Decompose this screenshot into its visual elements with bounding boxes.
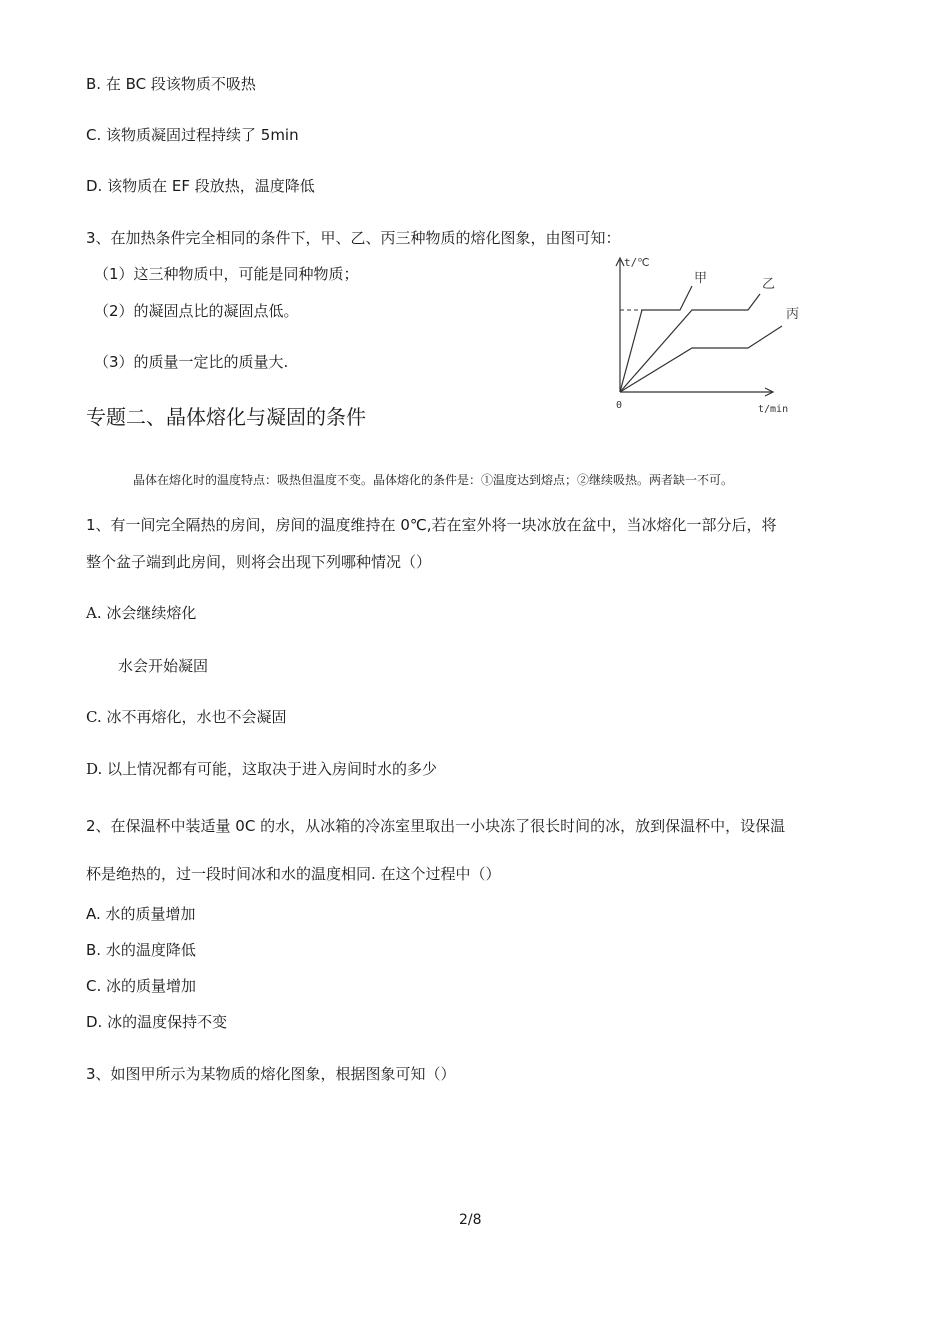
- s2-question-1-stem-line-2: 整个盆子端到此房间，则将会出现下列哪种情况（）: [86, 553, 432, 571]
- curve-jia: [620, 286, 692, 392]
- s2-question-2-stem-line-1: 2、在保温杯中装适量 0C 的水，从冰箱的冷冻室里取出一小块冻了很长时间的冰，放到保温杯中，设保温: [86, 817, 786, 835]
- question-3-stem: 3、在加热条件完全相同的条件下，甲、乙、丙三种物质的熔化图象，由图可知：: [86, 229, 621, 247]
- s2-question-2-option-b: B. 水的温度降低: [86, 941, 196, 959]
- s2-question-2-option-a: A. 水的质量增加: [86, 905, 196, 923]
- section-2-note: 晶体在熔化时的温度特点：吸热但温度不变。晶体熔化的条件是：①温度达到熔点；②继续吸热。两者缺一不可。: [133, 473, 734, 487]
- s2-question-1-stem-line-1: 1、有一间完全隔热的房间，房间的温度维持在 0℃,若在室外将一块冰放在盆中，当冰熔化一部分后，将: [86, 516, 777, 534]
- graph-y-label: t/℃: [624, 256, 650, 269]
- graph-x-label: t/min: [758, 404, 789, 415]
- s2-question-2-stem-line-2: 杯是绝热的，过一段时间冰和水的温度相同. 在这个过程中（）: [86, 865, 501, 883]
- page-number: 2/8: [459, 1212, 482, 1228]
- question-3-sub-1: （1）这三种物质中，可能是同种物质；: [94, 265, 359, 283]
- question-prev-option-c: C. 该物质凝固过程持续了 5min: [86, 126, 299, 144]
- question-prev-option-d: D. 该物质在 EF 段放热，温度降低: [86, 177, 315, 195]
- s2-question-2-option-c: C. 冰的质量增加: [86, 977, 197, 995]
- s2-question-1-option-b: 水会开始凝固: [118, 657, 209, 675]
- s2-question-1-option-d: D. 以上情况都有可能，这取决于进入房间时水的多少: [86, 760, 438, 778]
- curve-label-bing: 丙: [786, 307, 800, 322]
- question-3-sub-2: （2）的凝固点比的凝固点低。: [94, 302, 299, 320]
- question-prev-option-b: B. 在 BC 段该物质不吸热: [86, 75, 256, 93]
- question-3-sub-3: （3）的质量一定比的质量大.: [94, 353, 289, 371]
- section-2-title: 专题二、晶体熔化与凝固的条件: [86, 405, 366, 429]
- curve-label-yi: 乙: [762, 277, 776, 292]
- curve-label-jia: 甲: [694, 271, 708, 286]
- curve-bing: [620, 326, 782, 392]
- s2-question-1-option-c: C. 冰不再熔化，水也不会凝固: [86, 708, 287, 726]
- s2-question-2-option-d: D. 冰的温度保持不变: [86, 1013, 228, 1031]
- graph-origin-label: 0: [616, 400, 623, 411]
- curve-yi: [620, 294, 760, 392]
- s2-question-3-stem: 3、如图甲所示为某物质的熔化图象，根据图象可知（）: [86, 1065, 456, 1083]
- s2-question-1-option-a: A. 冰会继续熔化: [86, 604, 197, 622]
- melting-graph: [600, 252, 800, 420]
